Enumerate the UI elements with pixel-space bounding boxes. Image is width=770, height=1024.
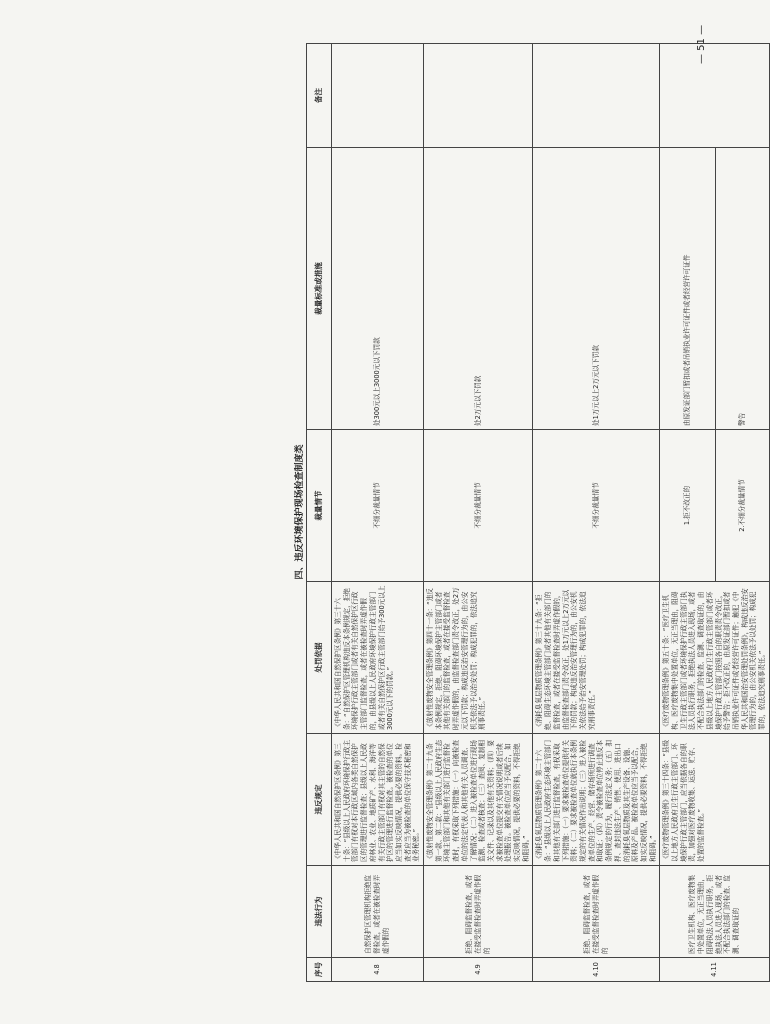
row-rule: 《中华人民共和国自然保护区条例》第三十条：“县级以上人民政府环境保护行政主管部门有权对本行政区域内各类自然保护区的管理进行监督检查；县级以上人民政府林业、农业、地质矿产、水利、海洋等有关行政主管部门有权对其主管的自然保护区的管理进行监督检查。被检查的单位应当如实反映情况，提供必要的资料。检查者应当为被检查的单位保守技术秘密和业务秘密。” <box>332 734 424 866</box>
row-no: 4.8 <box>332 958 424 982</box>
row-act: 拒绝、阻碍监督检查，或者在接受监督检查时弄虚作假的 <box>424 866 533 958</box>
row-no: 4.9 <box>424 958 533 982</box>
row-circumstance-2: 2.不细分裁量情节 <box>716 430 770 582</box>
penalty-table <box>306 43 770 982</box>
row-circumstance: 不细分裁量情节 <box>533 430 660 582</box>
header-basis: 处罚依据 <box>307 582 332 734</box>
header-measure: 裁量标准或措施 <box>307 148 332 430</box>
row-act: 自然保护区管理机构拒绝监督检查，或者在被检查时弄虚作假的 <box>332 866 424 958</box>
header-row <box>307 44 332 982</box>
row-note <box>533 44 660 148</box>
row-note <box>332 44 424 148</box>
section-title: 四、违反环境保护现场检查制度类 <box>295 444 305 580</box>
row-no: 4.10 <box>533 958 660 982</box>
row-basis: 《消耗臭氧层物质管理条例》第三十九条：“拒绝、阻碍生态环境主管部门或者其他有关部门的监督检查，或者在接受监督检查时弄虚作假的，由监督检查部门责令改正，处1万元以上2万元以下的罚款；构成违反治安管理行为的，由公安机关依法给予治安管理处罚；构成犯罪的，依法追究刑事责任。” <box>533 582 660 734</box>
row-measure: 处300元以上3000元以下罚款 <box>332 148 424 430</box>
row-basis: 《医疗废物管理条例》第五十条：“医疗卫生机构、医疗废物集中处置单位，无正当理由，阻碍卫生行政主管部门或者环境保护行政主管部门执法人员执行职务，拒绝执法人员进入现场，或者不配合执法部门的检查、监测、调查取证的，由县级以上地方人民政府卫生行政主管部门或者环境保护行政主管部门按照各自的职责责令改正，给予警告；拒不改正的，由原发证部门暂扣或者吊销执业许可证件或者经营许可证件；触犯《中华人民共和国治安管理处罚条例》，构成违反治安管理行为的，由公安机关依法予以处罚；构成犯罪的，依法追究刑事责任。” <box>660 582 769 734</box>
row-no: 4.11 <box>660 958 769 982</box>
row-rule: 《放射性废物安全管理条例》第二十九条第一款、第二款：“县级以上人民政府生态环境主管部门和其他有关部门进行监督检查时，有权采取下列措施：（一）向被检查单位的法定代表人和其他有关人员调查、了解情况；（二）进入被检查单位进行现场监测、检查或者核查；（三）查阅、复制相关文件、记录以及其他有关资料；（四）要求被检查单位提交有关情况说明或者后续处理报告。被检查单位应当予以配合，如实反映情况，提供必要的资料，不得拒绝和阻碍。” <box>424 734 533 866</box>
header-rule: 违反规定 <box>307 734 332 866</box>
table-row <box>533 44 660 982</box>
row-basis: 《放射性废物安全管理条例》第四十一条：“违反本条例规定，拒绝、阻碍环境保护主管部门或者其他有关部门的监督检查，或者在接受监督检查时弄虚作假的，由监督检查部门责令改正，处2万元以下罚款；构成违反治安管理行为的，由公安机关依法予以治安处罚；构成犯罪的，依法追究刑事责任。” <box>424 582 533 734</box>
row-note <box>424 44 533 148</box>
row-circumstance-1: 1.拒不改正的 <box>660 430 716 582</box>
row-act: 拒绝、阻碍监督检查，或者在接受监督检查时弄虚作假的 <box>533 866 660 958</box>
row-act: 医疗卫生机构、医疗废物集中处置单位，无正当理由，阻碍执法人员执行职务，拒绝执法人员进入现场，或者不配合执法部门的检查、监测、调查取证的 <box>660 866 769 958</box>
page-number: — 51 — <box>696 24 707 64</box>
header-no: 序号 <box>307 958 332 982</box>
table-row <box>424 44 533 982</box>
row-circumstance: 不细分裁量情节 <box>332 430 424 582</box>
header-act: 违法行为 <box>307 866 332 958</box>
row-rule: 《消耗臭氧层物质管理条例》第二十六条：“县级以上人民政府生态环境主管部门和其他有关部门进行监督检查，有权采取下列措施：（一）要求被检查单位提供有关资料；（二）要求被检查单位就执行本条例规定的有关情况作出说明；（三）进入被检查单位的生产、经营、储存场所进行调查和取证；（四）责令被检查单位停止违反本条例规定的行为，履行法定义务；（五）扣押、查封违法生产、销售、使用、进出口的消耗臭氧层物质及其生产设备、设施、原料及产品。被检查单位应当予以配合，如实反映情况，提供必要资料，不得拒绝和阻碍。” <box>533 734 660 866</box>
row-note <box>660 44 769 148</box>
row-measure: 处2万元以下罚款 <box>424 148 533 430</box>
row-measure: 处1万元以上2万元以下罚款 <box>533 148 660 430</box>
row-basis: 《中华人民共和国自然保护区条例》第三十六条：“自然保护区管理机构违反本条例规定，拒绝环境保护行政主管部门或者有关自然保护区行政主管部门监督检查，或者在被检查时弄虚作假的，由县级以上人民政府环境保护行政主管部门或者有关自然保护区行政主管部门给予300元以上3000元以下的罚款。” <box>332 582 424 734</box>
row-measure-2: 警告 <box>716 148 770 430</box>
row-rule: 《医疗废物管理条例》第三十四条：“县级以上地方人民政府卫生行政主管部门、环境保护行政主管部门，应当依据各自的职责，加强对医疗废物收集、运送、贮存、处置的监督检查。” <box>660 734 769 866</box>
header-note: 备注 <box>307 44 332 148</box>
row-circumstance: 不细分裁量情节 <box>424 430 533 582</box>
row-measure-1: 由原发证部门暂扣或者吊销执业许可证件或者经营许可证件 <box>660 148 716 430</box>
table-row <box>332 44 424 982</box>
table-row <box>660 44 716 982</box>
header-circumstance: 裁量情节 <box>307 430 332 582</box>
